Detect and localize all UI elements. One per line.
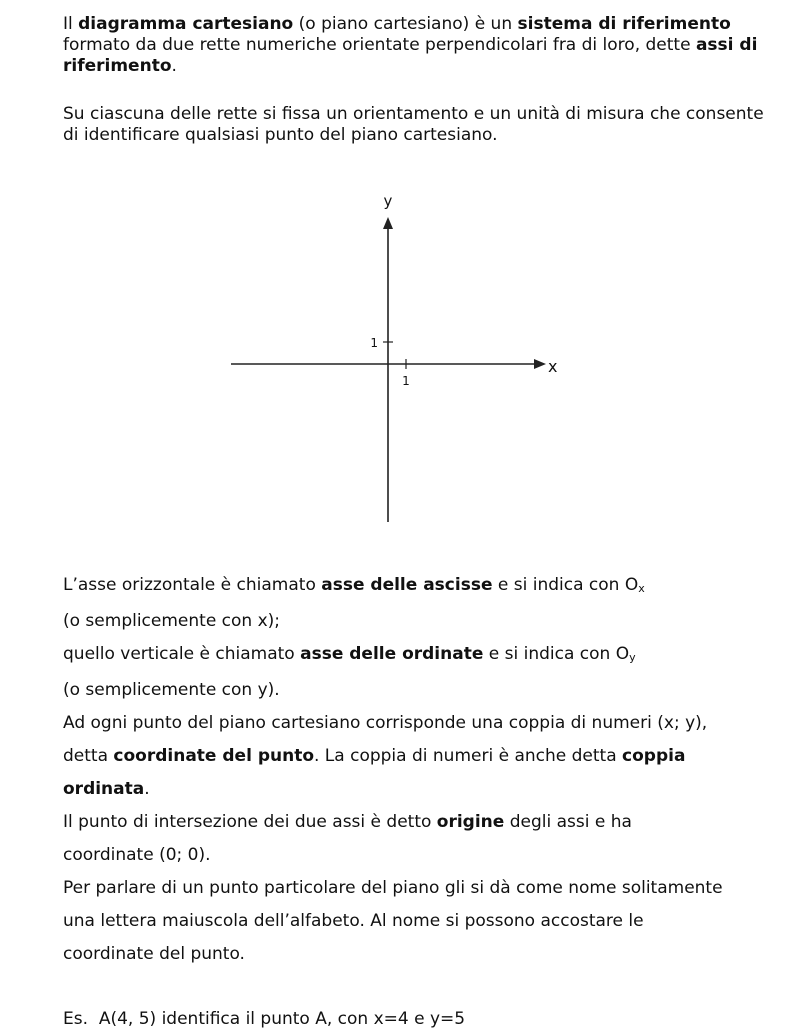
line-2: (o semplicemente con x); <box>63 611 281 631</box>
term-coordinate-del-punto: coordinate del punto <box>113 746 314 766</box>
y-axis-arrow <box>383 217 393 229</box>
text: . La coppia di numeri è anche detta <box>314 746 623 766</box>
term-sistema-di-riferimento: sistema di riferimento <box>517 14 731 34</box>
text: quello verticale è chiamato <box>63 644 301 664</box>
line-9: coordinate (0; 0). <box>63 845 211 865</box>
term-asse-delle-ordinate: asse delle ordinate <box>300 644 484 664</box>
subscript-x: x <box>638 582 645 595</box>
subscript-y: y <box>629 651 636 664</box>
line-3 <box>63 638 783 674</box>
x-tick-label: 1 <box>402 374 410 388</box>
x-axis-label: x <box>548 357 558 376</box>
term-asse-delle-ascisse: asse delle ascisse <box>321 575 493 595</box>
term-ordinata: ordinata <box>63 779 145 799</box>
term-diagramma-cartesiano: diagramma cartesiano <box>78 14 294 34</box>
line-12: coordinate del punto. <box>63 944 245 964</box>
text: e si indica con O <box>492 575 639 595</box>
x-axis-arrow <box>534 359 546 369</box>
y-tick-label: 1 <box>370 336 378 350</box>
example-text: A(4, 5) identifica il punto A, con x=4 e y=5 <box>98 1009 466 1029</box>
y-axis-label: y <box>383 192 393 210</box>
line-11: una lettera maiuscola dell’alfabeto. Al nome si possono accostare le <box>63 911 644 931</box>
text: Il <box>63 14 79 34</box>
term-origine: origine <box>436 812 505 832</box>
line-10: Per parlare di un punto particolare del piano gli si dà come nome solitamente <box>63 878 723 898</box>
text: L’asse orizzontale è chiamato <box>63 575 322 595</box>
example <box>63 1003 783 1036</box>
text: detta <box>63 746 114 766</box>
cartesian-diagram <box>0 185 796 545</box>
text: Il punto di intersezione dei due assi è detto <box>63 812 437 832</box>
text: . <box>171 56 177 76</box>
text: formato da due rette numeriche orientate perpendicolari fra di loro, dette <box>63 35 696 55</box>
line-5: Ad ogni punto del piano cartesiano corrisponde una coppia di numeri (x; y), <box>63 713 708 733</box>
line-7 <box>63 773 783 806</box>
text: e si indica con O <box>483 644 630 664</box>
intro-text: Su ciascuna delle rette si fissa un orientamento e un unità di misura che consente di identificare qualsiasi punto del piano cartesiano. <box>63 104 764 145</box>
intro-paragraph-1 <box>63 14 783 77</box>
body-text <box>63 569 783 971</box>
line-6 <box>63 740 783 773</box>
term-coppia: coppia <box>622 746 686 766</box>
line-1 <box>63 569 783 605</box>
text: . <box>144 779 150 799</box>
example-prefix: Es. <box>63 1009 89 1029</box>
text: (o piano cartesiano) è un <box>293 14 518 34</box>
line-8 <box>63 806 783 839</box>
line-4: (o semplicemente con y). <box>63 680 280 700</box>
intro-paragraph-2 <box>63 104 783 146</box>
text: degli assi e ha <box>504 812 632 832</box>
term-assi-di-riferimento: assi di riferimento <box>63 35 758 76</box>
